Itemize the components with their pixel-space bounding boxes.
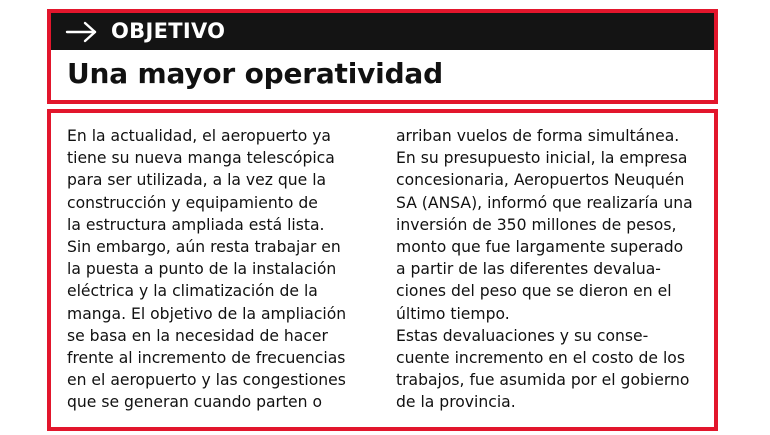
arrow-right-icon [65,21,99,43]
text-line: cuente incremento en el costo de los [396,349,685,368]
text-line: en el aeropuerto y las congestiones [67,371,346,390]
text-line: para ser utilizada, a la vez que la [67,171,327,190]
kicker-bar [51,13,714,50]
text-line: tiene su nueva manga telescópica [67,149,335,168]
body-box [47,109,718,431]
text-column-right [396,125,700,414]
kicker-label: OBJETIVO [111,19,226,43]
text-line: inversión de 350 millones de pesos, [396,215,677,234]
text-column-left [67,125,371,414]
text-line: de la provincia. [396,393,516,412]
text-line: Sin embargo, aún resta trabajar en [67,238,341,257]
text-line: manga. El objetivo de la ampliación [67,304,347,323]
text-line: En la actualidad, el aeropuerto ya [67,127,331,145]
headline: Una mayor operatividad [67,57,443,90]
text-line: construcción y equipamiento de [67,193,318,212]
text-line: que se generan cuando parten o [67,393,323,412]
text-line: monto que fue largamente superado [396,238,684,257]
text-line: ciones del peso que se dieron en el [396,282,672,301]
text-line: la puesta a punto de la instalación [67,260,337,279]
text-line: trabajos, fue asumida por el gobierno [396,371,690,390]
text-line: arriban vuelos de forma simultánea. [396,127,680,145]
text-line: a partir de las diferentes devalua- [396,260,661,279]
header-box [47,9,718,104]
text-line: Estas devaluaciones y su conse- [396,326,649,345]
text-line: frente al incremento de frecuencias [67,349,346,368]
text-line: se basa en la necesidad de hacer [67,326,328,345]
text-line: último tiempo. [396,304,510,323]
text-line: la estructura ampliada está lista. [67,215,325,234]
text-line: eléctrica y la climatización de la [67,282,318,301]
text-line: concesionaria, Aeropuertos Neuquén [396,171,685,190]
text-line: En su presupuesto inicial, la empresa [396,149,688,168]
text-line: SA (ANSA), informó que realizaría una [396,193,693,212]
